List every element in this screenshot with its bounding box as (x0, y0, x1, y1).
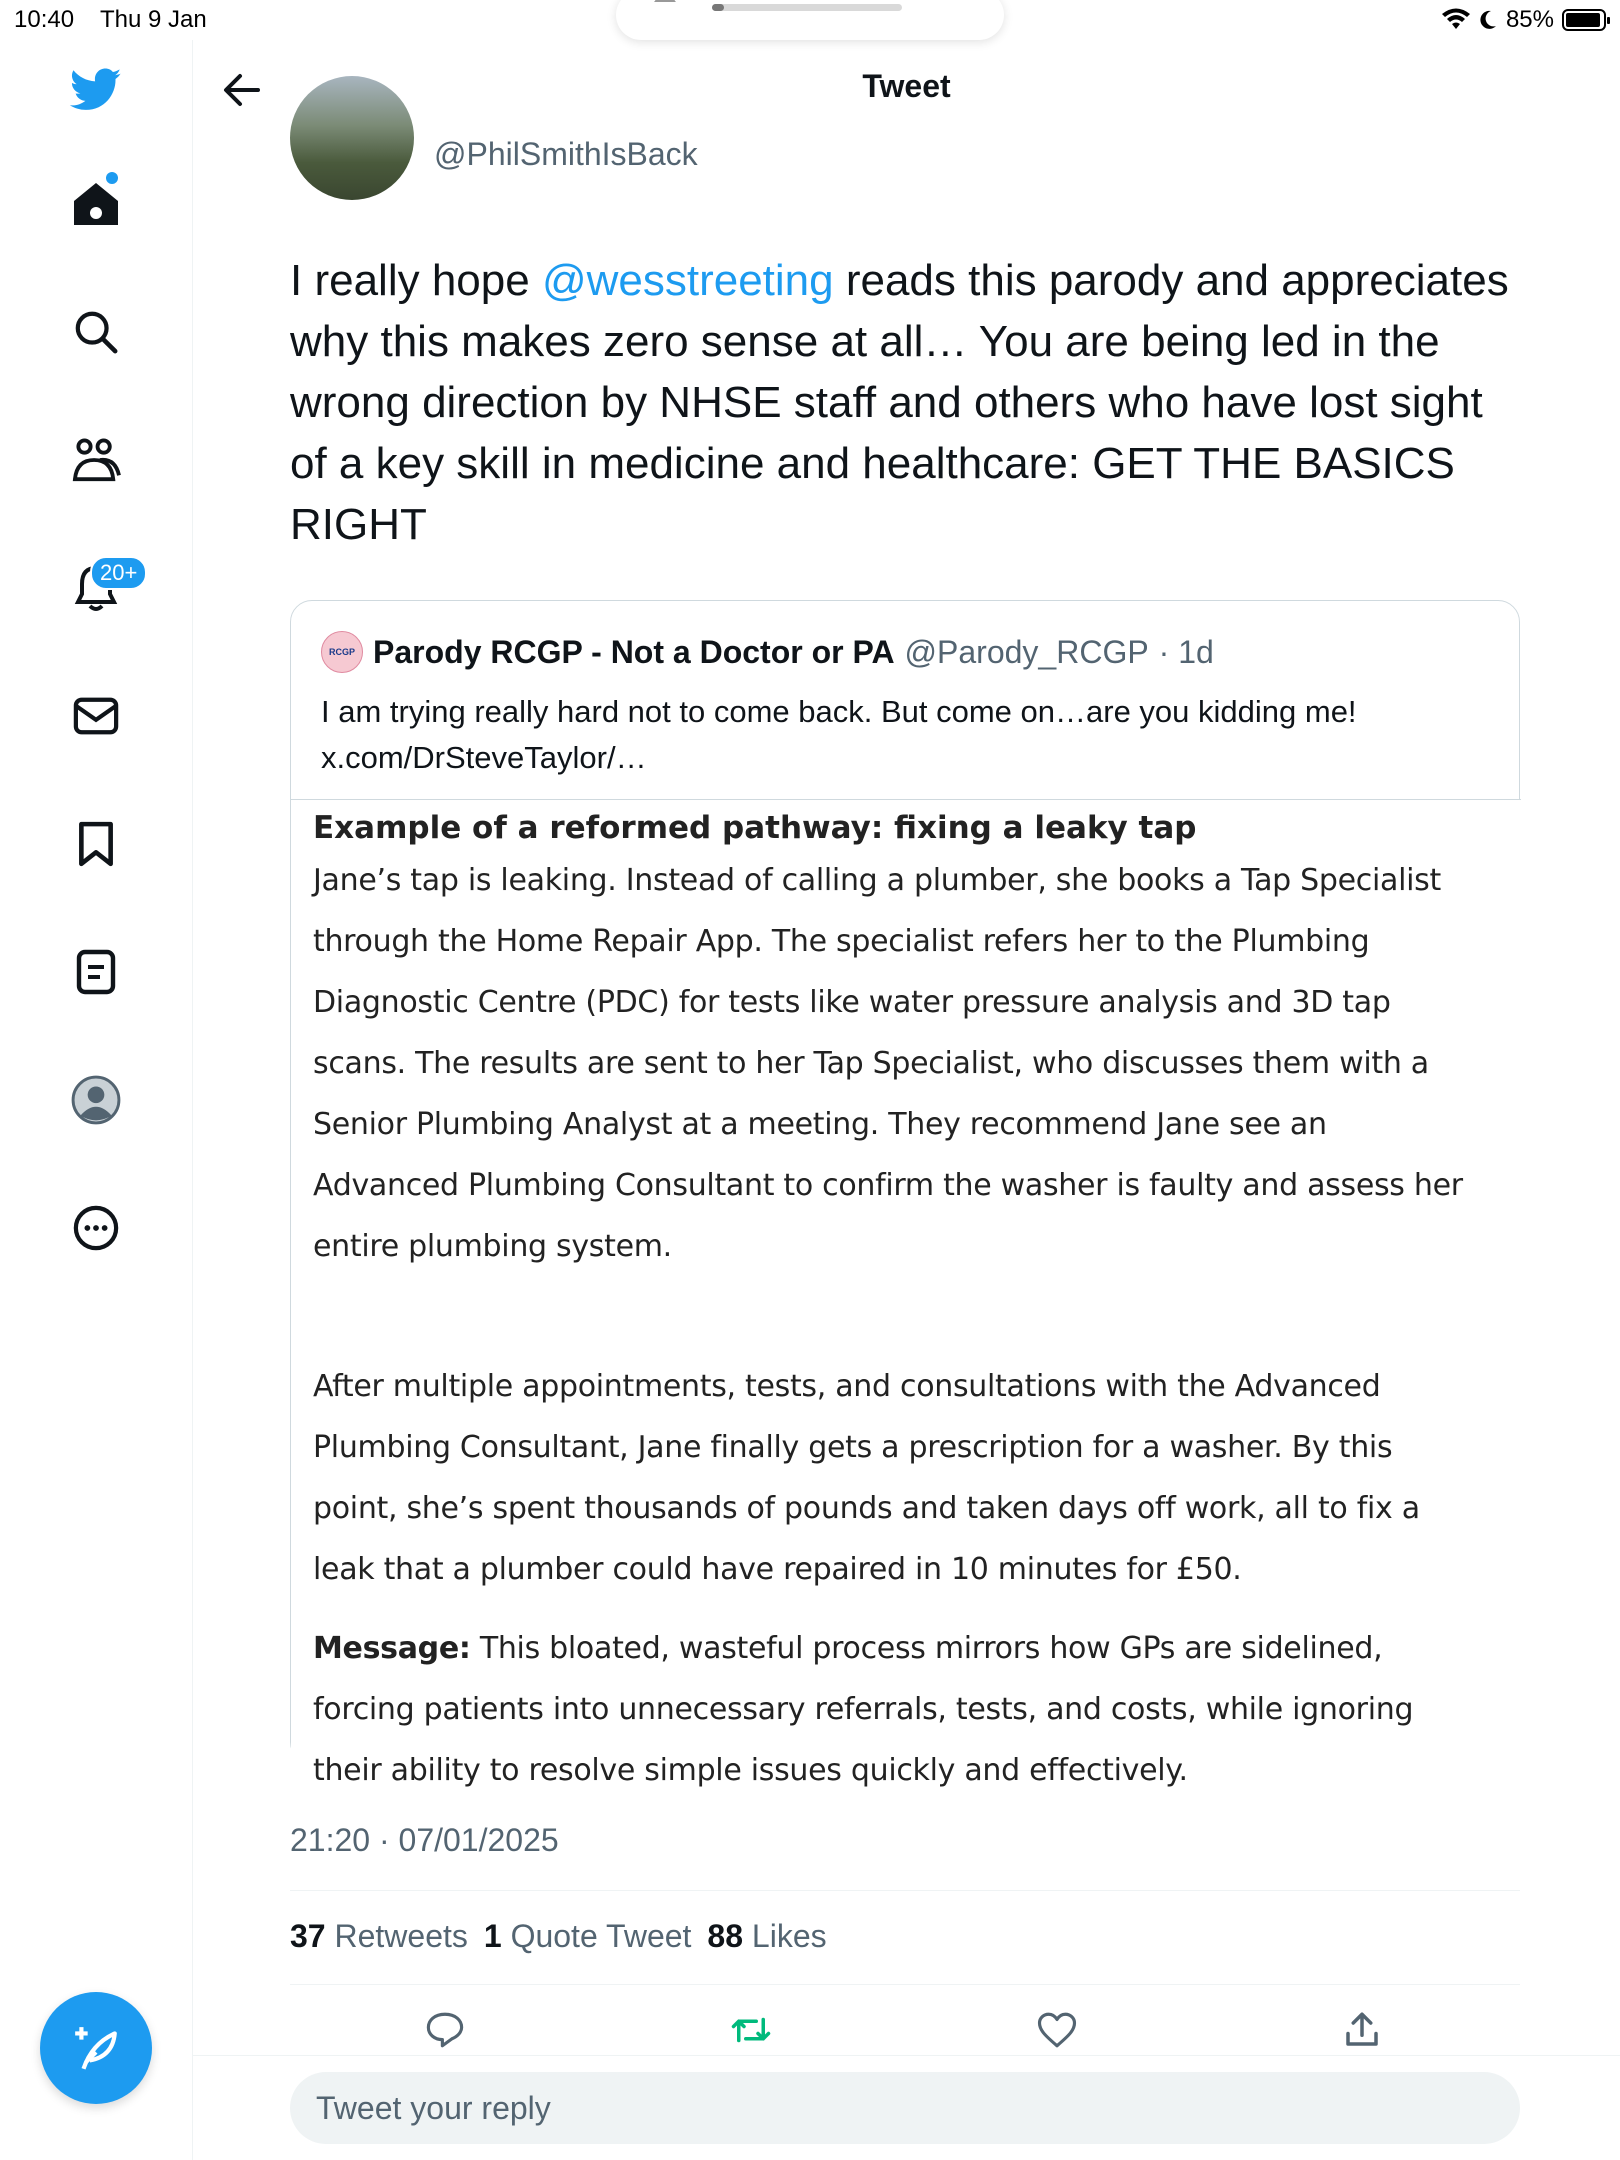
likes-count: 88 (707, 1918, 744, 1954)
message-label: Message: (313, 1631, 471, 1666)
author-avatar[interactable] (290, 120, 414, 200)
image-line (313, 1618, 1413, 1679)
image-line: point, she’s spent thousands of pounds and taken days off work, all to fix a (313, 1491, 1420, 1526)
image-paragraph-2 (313, 1356, 1420, 1600)
retweet-icon (729, 2009, 773, 2051)
scroll-indicator (712, 4, 902, 11)
quote-age: · 1d (1158, 633, 1214, 670)
image-line-text: This bloated, wasteful process mirrors how GPs are sidelined, (470, 1631, 1383, 1666)
image-paragraph-1 (313, 850, 1463, 1277)
image-line: Diagnostic Centre (PDC) for tests like water pressure analysis and 3D tap (313, 985, 1391, 1020)
battery-icon (1562, 9, 1606, 31)
moon-icon (1478, 9, 1498, 31)
search-icon[interactable] (70, 306, 122, 358)
engagement-stats (290, 1918, 827, 1955)
image-line: through the Home Repair App. The specialist refers her to the Plumbing (313, 924, 1370, 959)
image-line: scans. The results are sent to her Tap Specialist, who discusses them with a (313, 1046, 1429, 1081)
reply-button[interactable] (419, 2004, 471, 2056)
quoted-tweet-card[interactable] (290, 600, 1520, 1788)
twitter-logo-icon[interactable] (70, 64, 122, 116)
notifications-badge: 20+ (90, 556, 147, 590)
tweet-timestamp[interactable]: 21:20 · 07/01/2025 (290, 1822, 559, 1858)
heart-icon (1036, 2009, 1078, 2051)
image-line: entire plumbing system. (313, 1229, 672, 1264)
retweets-stat[interactable] (290, 1918, 468, 1955)
bell-icon (650, 0, 680, 4)
battery-percent: 85% (1505, 6, 1554, 33)
share-button[interactable] (1336, 2004, 1388, 2056)
image-heading: Example of a reformed pathway: fixing a leaky tap (313, 810, 1197, 846)
home-icon[interactable] (70, 178, 122, 230)
tweet-text-part: reads this parody and appreciates why this makes zero sense at all… You are being led in the wrong direction by NHSE staff and others who have lost sight of a key skill in medicine and healthcare: GET THE BASICS RIGHT (290, 256, 1509, 549)
status-date: Thu 9 Jan (100, 6, 207, 33)
image-line: Advanced Plumbing Consultant to confirm the washer is faulty and assess her (313, 1168, 1463, 1203)
communities-icon[interactable] (70, 434, 122, 486)
quote-header (321, 631, 1214, 673)
more-options-icon[interactable] (70, 1202, 122, 1254)
quote-author-handle: @Parody_RCGP (904, 633, 1149, 670)
quote-attached-image[interactable] (291, 799, 1521, 1788)
notification-pull-handle[interactable] (616, 0, 1004, 40)
reply-input[interactable]: Tweet your reply (290, 2072, 1520, 2144)
compose-tweet-button[interactable] (40, 1992, 152, 2104)
image-line: leak that a plumber could have repaired in 10 minutes for £50. (313, 1552, 1242, 1587)
quote-link[interactable]: x.com/DrSteveTaylor/… (321, 740, 647, 775)
lists-icon[interactable] (70, 946, 122, 998)
like-button[interactable] (1031, 2004, 1083, 2056)
mention-link[interactable]: @wesstreeting (541, 256, 834, 305)
divider (290, 1984, 1520, 1985)
messages-icon[interactable] (70, 690, 122, 742)
image-line: forcing patients into unnecessary referrals, tests, and costs, while ignoring (313, 1692, 1414, 1727)
home-unread-dot (106, 172, 118, 184)
image-line: Senior Plumbing Analyst at a meeting. They recommend Jane see an (313, 1107, 1327, 1142)
image-line: Plumbing Consultant, Jane finally gets a prescription for a washer. By this (313, 1430, 1393, 1465)
likes-label: Likes (751, 1918, 827, 1954)
likes-stat[interactable] (707, 1918, 826, 1955)
wifi-icon (1442, 9, 1470, 31)
bookmarks-icon[interactable] (70, 818, 122, 870)
quotes-count: 1 (483, 1918, 502, 1954)
quote-avatar: RCGP (321, 631, 363, 673)
compose-feather-icon (71, 2023, 121, 2073)
share-icon (1341, 2009, 1383, 2051)
image-line: Jane’s tap is leaking. Instead of calling a plumber, she books a Tap Specialist (313, 863, 1441, 898)
quote-text (321, 689, 1491, 781)
sidebar-divider (192, 40, 193, 2160)
image-paragraph-3 (313, 1618, 1413, 1801)
status-indicators (1442, 6, 1606, 34)
divider (290, 1890, 1520, 1891)
image-line: their ability to resolve simple issues quickly and effectively. (313, 1753, 1188, 1788)
retweets-label: Retweets (334, 1918, 468, 1954)
reply-icon (424, 2009, 466, 2051)
tweet-text-part: I really hope (290, 256, 542, 305)
quotes-stat[interactable] (484, 1918, 692, 1955)
retweet-button[interactable] (725, 2004, 777, 2056)
retweets-count: 37 (290, 1918, 326, 1954)
profile-avatar-icon[interactable] (70, 1074, 122, 1126)
page-title: Tweet (862, 68, 951, 104)
author-handle[interactable]: @PhilSmithIsBack (434, 136, 698, 172)
quote-text-line: I am trying really hard not to come back. But come on…are you kidding me! (321, 694, 1357, 729)
reply-divider (193, 2055, 1620, 2056)
image-line: After multiple appointments, tests, and consultations with the Advanced (313, 1369, 1381, 1404)
status-time: 10:40 (14, 6, 75, 33)
quote-author-name: Parody RCGP - Not a Doctor or PA (373, 633, 895, 670)
quotes-label: Quote Tweet (510, 1918, 692, 1954)
tweet-text (290, 250, 1530, 555)
